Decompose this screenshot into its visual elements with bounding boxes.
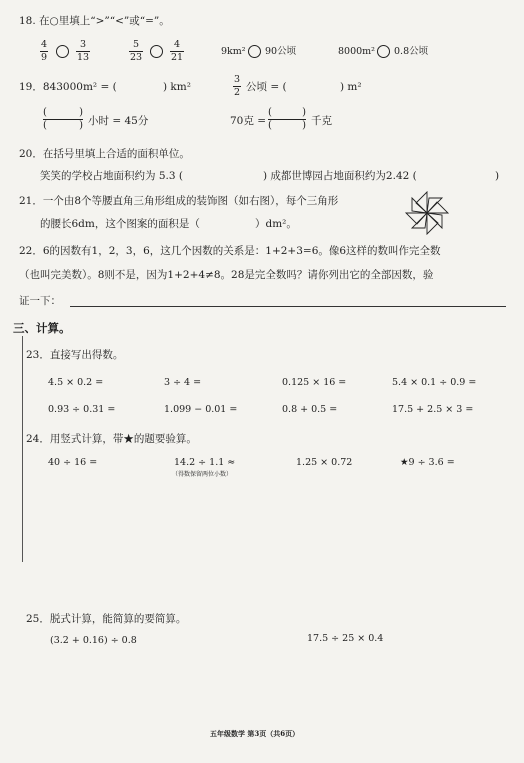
q20-title: 20．在括号里填上合适的面积单位。 (19, 148, 190, 160)
q20-end: ) (495, 170, 500, 182)
q22-line2: （也叫完美数）。8则不是，因为1+2+4≠8。28是完全数吗？请你列出它的全部因数，验 (19, 269, 434, 281)
q24-item-3: 1.25 × 0.72 (296, 457, 353, 468)
q19-c-fraction[interactable]: ( ) ( ) (43, 107, 83, 131)
q18-fraction-3: 5 23 (130, 39, 143, 63)
compare-circle-1[interactable] (56, 45, 69, 58)
q20-mid: ) 成都世博园占地面积约为2.42 ( (263, 170, 417, 182)
q19-c-text: 小时 = 45分 (88, 115, 149, 127)
q18-p3-left: 9km² (221, 46, 246, 57)
q19-b-fraction: 3 2 (234, 74, 241, 98)
q18-fraction-2: 3 13 (77, 39, 90, 63)
q21-line2-end: ）dm²。 (255, 218, 297, 230)
q18-p4-right: 0.8公顷 (394, 46, 429, 57)
q19-d-unit: 千克 (311, 115, 332, 127)
q18-p4-left: 8000m² (338, 46, 375, 57)
q24-title: 24．用竖式计算，带★的题要验算。 (26, 433, 197, 445)
q21-line2: 的腰长6dm，这个图案的面积是（ (40, 218, 200, 230)
q23-r1-3: 0.125 × 16 = (282, 377, 347, 388)
q25-title: 25．脱式计算，能简算的要简算。 (26, 613, 187, 625)
q23-r2-4: 17.5 + 2.5 × 3 = (392, 404, 474, 415)
q18-fraction-1: 4 9 (41, 39, 48, 63)
q20-line: 笑笑的学校占地面积约为 5.3 ( (40, 170, 183, 182)
q24-item-4: ★9 ÷ 3.6 = (400, 457, 455, 468)
q23-title: 23．直接写出得数。 (26, 349, 124, 361)
q24-note: （得数保留两位小数） (172, 471, 233, 478)
q23-r2-2: 1.099 − 0.01 = (164, 404, 238, 415)
section3-title: 三、计算。 (13, 321, 71, 335)
q19-a: 19．843000m² = ( (19, 81, 117, 93)
q23-r2-1: 0.93 ÷ 0.31 = (48, 404, 116, 415)
q18-title: 18. 在○里填上“>”“<”或“=”。 (19, 15, 170, 27)
q22-line1: 22．6的因数有1，2，3，6，这几个因数的关系是：1+2+3=6。像6这样的数叫作完全数 (19, 245, 441, 257)
pinwheel-figure (404, 190, 450, 236)
q24-item-1: 40 ÷ 16 = (48, 457, 98, 468)
q25-item-1: (3.2 + 0.16) ÷ 0.8 (50, 635, 137, 646)
q18-p3-right: 90公顷 (265, 46, 297, 57)
compare-circle-4[interactable] (377, 45, 390, 58)
q23-r1-1: 4.5 × 0.2 = (48, 377, 104, 388)
q19-b: 公顷 = ( (246, 81, 287, 93)
q24-item-2: 14.2 ÷ 1.1 ≈ (174, 457, 236, 468)
compare-circle-3[interactable] (248, 45, 261, 58)
q21-line1: 21．一个由8个等腰直角三角形组成的装饰图（如右图），每个三角形 (19, 195, 339, 207)
compare-circle-2[interactable] (150, 45, 163, 58)
q18-fraction-4: 4 21 (171, 39, 184, 63)
q25-item-2: 17.5 ÷ 25 × 0.4 (307, 633, 384, 644)
q22-line3: 证一下： (19, 295, 61, 307)
q22-answer-line[interactable] (70, 306, 506, 307)
q19-a-end: ) km² (163, 81, 191, 93)
page-footer: 五年级数学 第3页（共6页） (210, 729, 300, 738)
q23-r1-4: 5.4 × 0.1 ÷ 0.9 = (392, 377, 477, 388)
q23-r2-3: 0.8 + 0.5 = (282, 404, 338, 415)
margin-line (22, 336, 23, 562)
q19-d-text: 70克 = (230, 115, 266, 127)
q23-r1-2: 3 ÷ 4 = (164, 377, 202, 388)
q19-b-end: ) m² (340, 81, 362, 93)
q19-d-fraction[interactable]: ( ) ( ) (268, 107, 306, 131)
